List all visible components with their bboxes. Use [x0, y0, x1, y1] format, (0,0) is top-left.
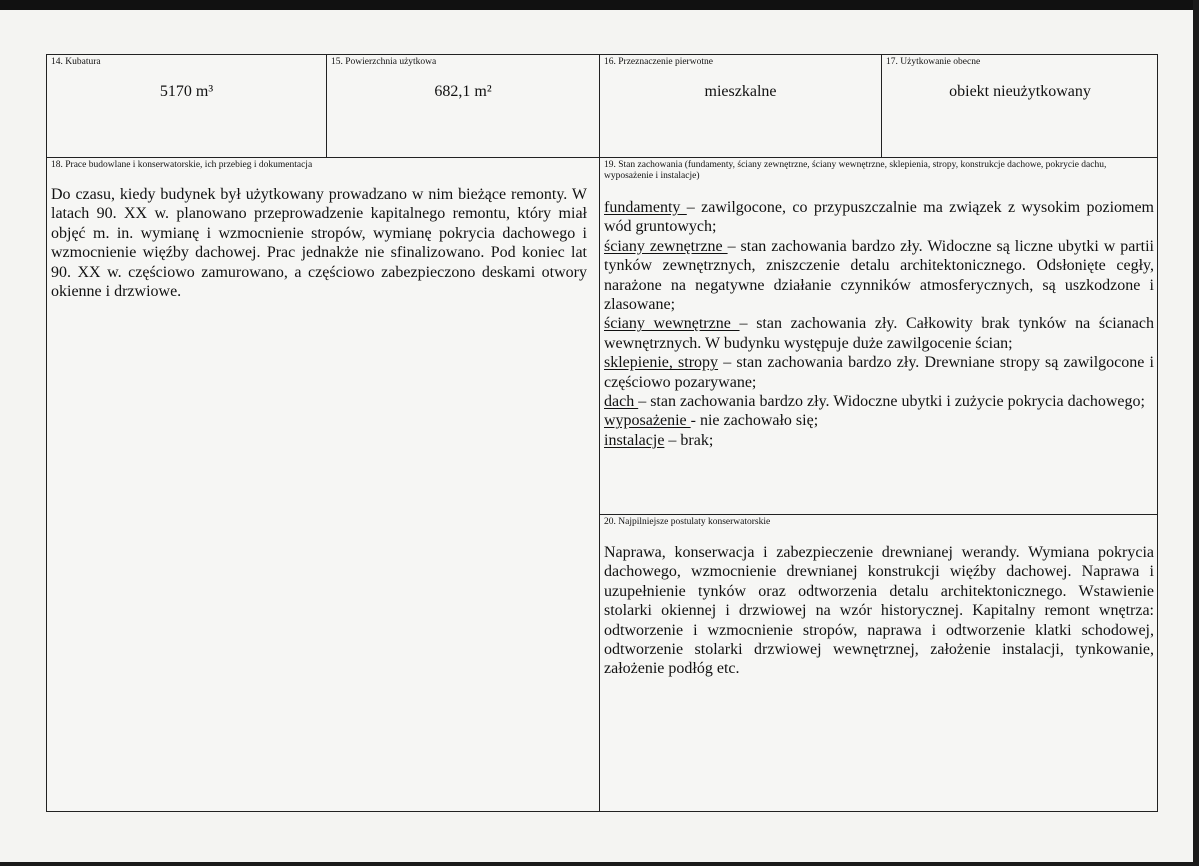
stan-desc: – stan zachowania bardzo zły. Drewniane stropy są zawilgocone i częściowo pozarywane; [604, 354, 1154, 391]
stan-term: fundamenty [604, 199, 687, 216]
cell-uzytkowanie [882, 55, 1158, 158]
stan-item-instalacje [604, 431, 1154, 450]
stan-term: dach [604, 393, 639, 411]
stan-term: ściany wewnętrzne [604, 315, 740, 333]
stan-desc: – stan zachowania bardzo zły. Widoczne ubytki i zużycie pokrycia dachowego; [638, 393, 1145, 411]
stan-desc: - nie zachowało się; [690, 412, 819, 430]
stan-desc: – zawilgocone, co przypuszczalnie ma związek z wysokim poziomem wód gruntowych; [604, 199, 1155, 236]
uzytkowanie-label: 17. Użytkowanie obecne [886, 57, 981, 67]
przeznaczenie-value: mieszkalne [704, 83, 777, 100]
postulaty-label: 20. Najpilniejsze postulaty konserwatorskie [604, 517, 771, 527]
stan-term: ściany zewnętrzne [604, 237, 728, 255]
cell-powierzchnia [327, 55, 600, 158]
stan-desc: – stan zachowania bardzo zły. Widoczne są liczne ubytki w partii tynków zewnętrznych, zniszczenie detalu architektonicznego. Odsłonięte cegły, narażone na negatywne działanie czynników atmosferycznych, są uszkodzone i zlasowane; [604, 237, 1154, 314]
przeznaczenie-label: 16. Przeznaczenie pierwotne [604, 57, 713, 67]
cell-postulaty [600, 515, 1158, 812]
cell-kubatura [47, 55, 327, 158]
stan-term: instalacje [604, 431, 665, 449]
scan-border-bottom [0, 862, 1199, 866]
stan-item-wyposazenie [604, 411, 1154, 430]
stan-item-fundamenty [604, 198, 1154, 237]
cell-stan-zachowania [600, 158, 1158, 515]
scan-border-top [0, 0, 1199, 10]
stan-label: 19. Stan zachowania (fundamenty, ściany zewnętrzne, ściany wewnętrzne, sklepienia, stropy, konstrukcje dachowe, pokrycie dachu, wyposażenie i instalacje) [604, 160, 1107, 181]
powierzchnia-label: 15. Powierzchnia użytkowa [331, 57, 437, 67]
postulaty-text: Naprawa, konserwacja i zabezpieczenie drewnianej werandy. Wymiana pokrycia dachowego, wzmocnienie drewnianej konstrukcji więźby dachowej. Naprawa i uzupełnienie tynków oraz odtworzenia detalu architektonicznego. Wstawienie stolarki okiennej i drzwiowej na wzór historycznej. Kapitalny remont wnętrza: odtworzenie i wzmocnienie stropów, naprawa i odtworzenie klatki schodowej, odtworzenie stolarki drzwiowej wewnętrznej, założenie instalacji, tynkowanie, założenie podłóg etc. [604, 544, 1154, 678]
stan-desc: – brak; [664, 431, 714, 449]
prace-label: 18. Prace budowlane i konserwatorskie, ich przebieg i dokumentacja [51, 160, 313, 170]
kubatura-label: 14. Kubatura [51, 57, 101, 67]
cell-przeznaczenie [600, 55, 882, 158]
stan-item-dach [604, 392, 1154, 411]
kubatura-value: 5170 m³ [159, 83, 214, 100]
prace-text: Do czasu, kiedy budynek był użytkowany prowadzano w nim bieżące remonty. W latach 90. XX w. planowano przeprowadzenie kapitalnego remontu, który miał objęć m. in. wymianę i wzmocnienie stropów, wymianę pokrycia dachowego i wzmocnienie więźby dachowej. Prac jednakże nie sfinalizowano. Pod koniec lat 90. XX w. częściowo zamurowano, a częściowo zabezpieczono deskami otwory okienne i drzwiowe. [51, 186, 587, 301]
stan-desc: – stan zachowania zły. Całkowity brak tynków na ścianach wewnętrznych. W budynku występuje duże zawilgocenie ścian; [604, 315, 1155, 352]
stan-text [604, 198, 1154, 450]
cell-prace [47, 158, 600, 812]
stan-item-sciany-wewnetrzne [604, 314, 1154, 353]
powierzchnia-value: 682,1 m² [434, 83, 492, 100]
stan-term: sklepienie, stropy [604, 354, 719, 372]
uzytkowanie-value: obiekt nieużytkowany [949, 83, 1091, 100]
stan-item-sklepienie [604, 353, 1154, 392]
record-sheet [46, 54, 1158, 812]
stan-item-sciany-zewnetrzne [604, 237, 1154, 315]
stan-term: wyposażenie [604, 412, 691, 430]
scan-border-right [1193, 0, 1199, 866]
